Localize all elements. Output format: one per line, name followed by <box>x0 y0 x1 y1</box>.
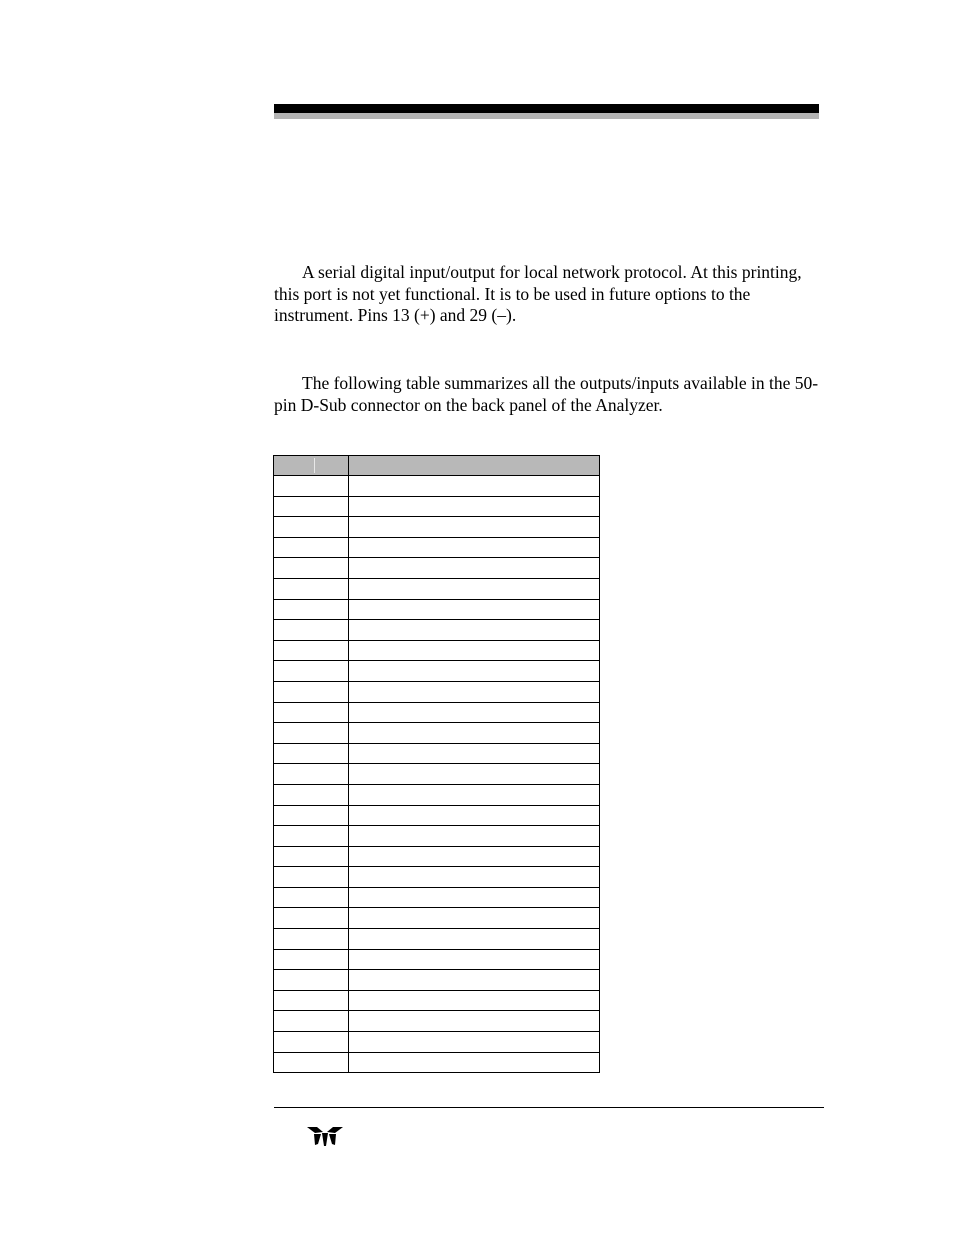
pin-cell <box>274 476 349 497</box>
table-row <box>274 846 600 867</box>
table-row <box>274 949 600 970</box>
pin-cell <box>274 1052 349 1073</box>
pin-cell <box>274 578 349 599</box>
header-cell-function <box>349 456 600 476</box>
table-row <box>274 1032 600 1053</box>
table-row <box>274 826 600 847</box>
pin-cell <box>274 908 349 929</box>
table-row <box>274 990 600 1011</box>
table-row <box>274 681 600 702</box>
table-row <box>274 887 600 908</box>
table-row <box>274 970 600 991</box>
function-cell <box>349 846 600 867</box>
function-cell <box>349 949 600 970</box>
summary-paragraph: The following table summarizes all the outputs/inputs available in the 50-pin D-Sub connector on the back panel of the Analyzer. <box>274 373 819 415</box>
function-cell <box>349 537 600 558</box>
pin-cell <box>274 558 349 579</box>
table-row <box>274 805 600 826</box>
pin-cell <box>274 887 349 908</box>
table-row <box>274 702 600 723</box>
table-row <box>274 661 600 682</box>
footer-rule <box>274 1107 824 1108</box>
function-cell <box>349 517 600 538</box>
table-row <box>274 867 600 888</box>
pin-cell <box>274 743 349 764</box>
table-row <box>274 517 600 538</box>
function-cell <box>349 702 600 723</box>
pin-cell <box>274 970 349 991</box>
table-row <box>274 743 600 764</box>
teledyne-logo-icon <box>305 1124 345 1148</box>
function-cell <box>349 826 600 847</box>
pin-cell <box>274 846 349 867</box>
pin-cell <box>274 537 349 558</box>
table-row <box>274 620 600 641</box>
function-cell <box>349 1011 600 1032</box>
pin-cell <box>274 620 349 641</box>
table-row <box>274 578 600 599</box>
table-row <box>274 929 600 950</box>
table-body <box>274 476 600 1073</box>
table-row <box>274 908 600 929</box>
function-cell <box>349 970 600 991</box>
table-row <box>274 537 600 558</box>
table-row <box>274 640 600 661</box>
pin-cell <box>274 599 349 620</box>
pin-cell <box>274 929 349 950</box>
pin-assignment-table <box>273 455 600 1073</box>
function-cell <box>349 908 600 929</box>
pin-cell <box>274 867 349 888</box>
header-rule-black <box>274 104 819 113</box>
function-cell <box>349 599 600 620</box>
function-cell <box>349 784 600 805</box>
table-row <box>274 764 600 785</box>
header-rule-gray <box>274 113 819 119</box>
function-cell <box>349 620 600 641</box>
function-cell <box>349 640 600 661</box>
pin-cell <box>274 1032 349 1053</box>
function-cell <box>349 476 600 497</box>
function-cell <box>349 887 600 908</box>
pin-cell <box>274 826 349 847</box>
pin-cell <box>274 681 349 702</box>
pin-cell <box>274 784 349 805</box>
header-cell-pin <box>274 456 349 476</box>
table-row <box>274 784 600 805</box>
function-cell <box>349 867 600 888</box>
function-cell <box>349 496 600 517</box>
table-row <box>274 476 600 497</box>
table-row <box>274 599 600 620</box>
function-cell <box>349 681 600 702</box>
table-row <box>274 558 600 579</box>
function-cell <box>349 929 600 950</box>
function-cell <box>349 1032 600 1053</box>
function-cell <box>349 743 600 764</box>
function-cell <box>349 990 600 1011</box>
function-cell <box>349 764 600 785</box>
pin-cell <box>274 661 349 682</box>
table-row <box>274 1052 600 1073</box>
pin-cell <box>274 764 349 785</box>
pin-cell <box>274 702 349 723</box>
function-cell <box>349 805 600 826</box>
function-cell <box>349 1052 600 1073</box>
table-row <box>274 1011 600 1032</box>
table-row <box>274 723 600 744</box>
table-header-row <box>274 456 600 476</box>
pin-cell <box>274 517 349 538</box>
pin-cell <box>274 723 349 744</box>
pin-cell <box>274 1011 349 1032</box>
pin-cell <box>274 949 349 970</box>
pin-cell <box>274 640 349 661</box>
pin-cell <box>274 990 349 1011</box>
function-cell <box>349 723 600 744</box>
function-cell <box>349 661 600 682</box>
table-row <box>274 496 600 517</box>
function-cell <box>349 578 600 599</box>
serial-port-paragraph: A serial digital input/output for local network protocol. At this printing, this port is not yet functional. It is to be used in future options to the instrument. Pins 13 (+) and 29 (–). <box>274 262 802 325</box>
pin-cell <box>274 805 349 826</box>
pin-cell <box>274 496 349 517</box>
function-cell <box>349 558 600 579</box>
